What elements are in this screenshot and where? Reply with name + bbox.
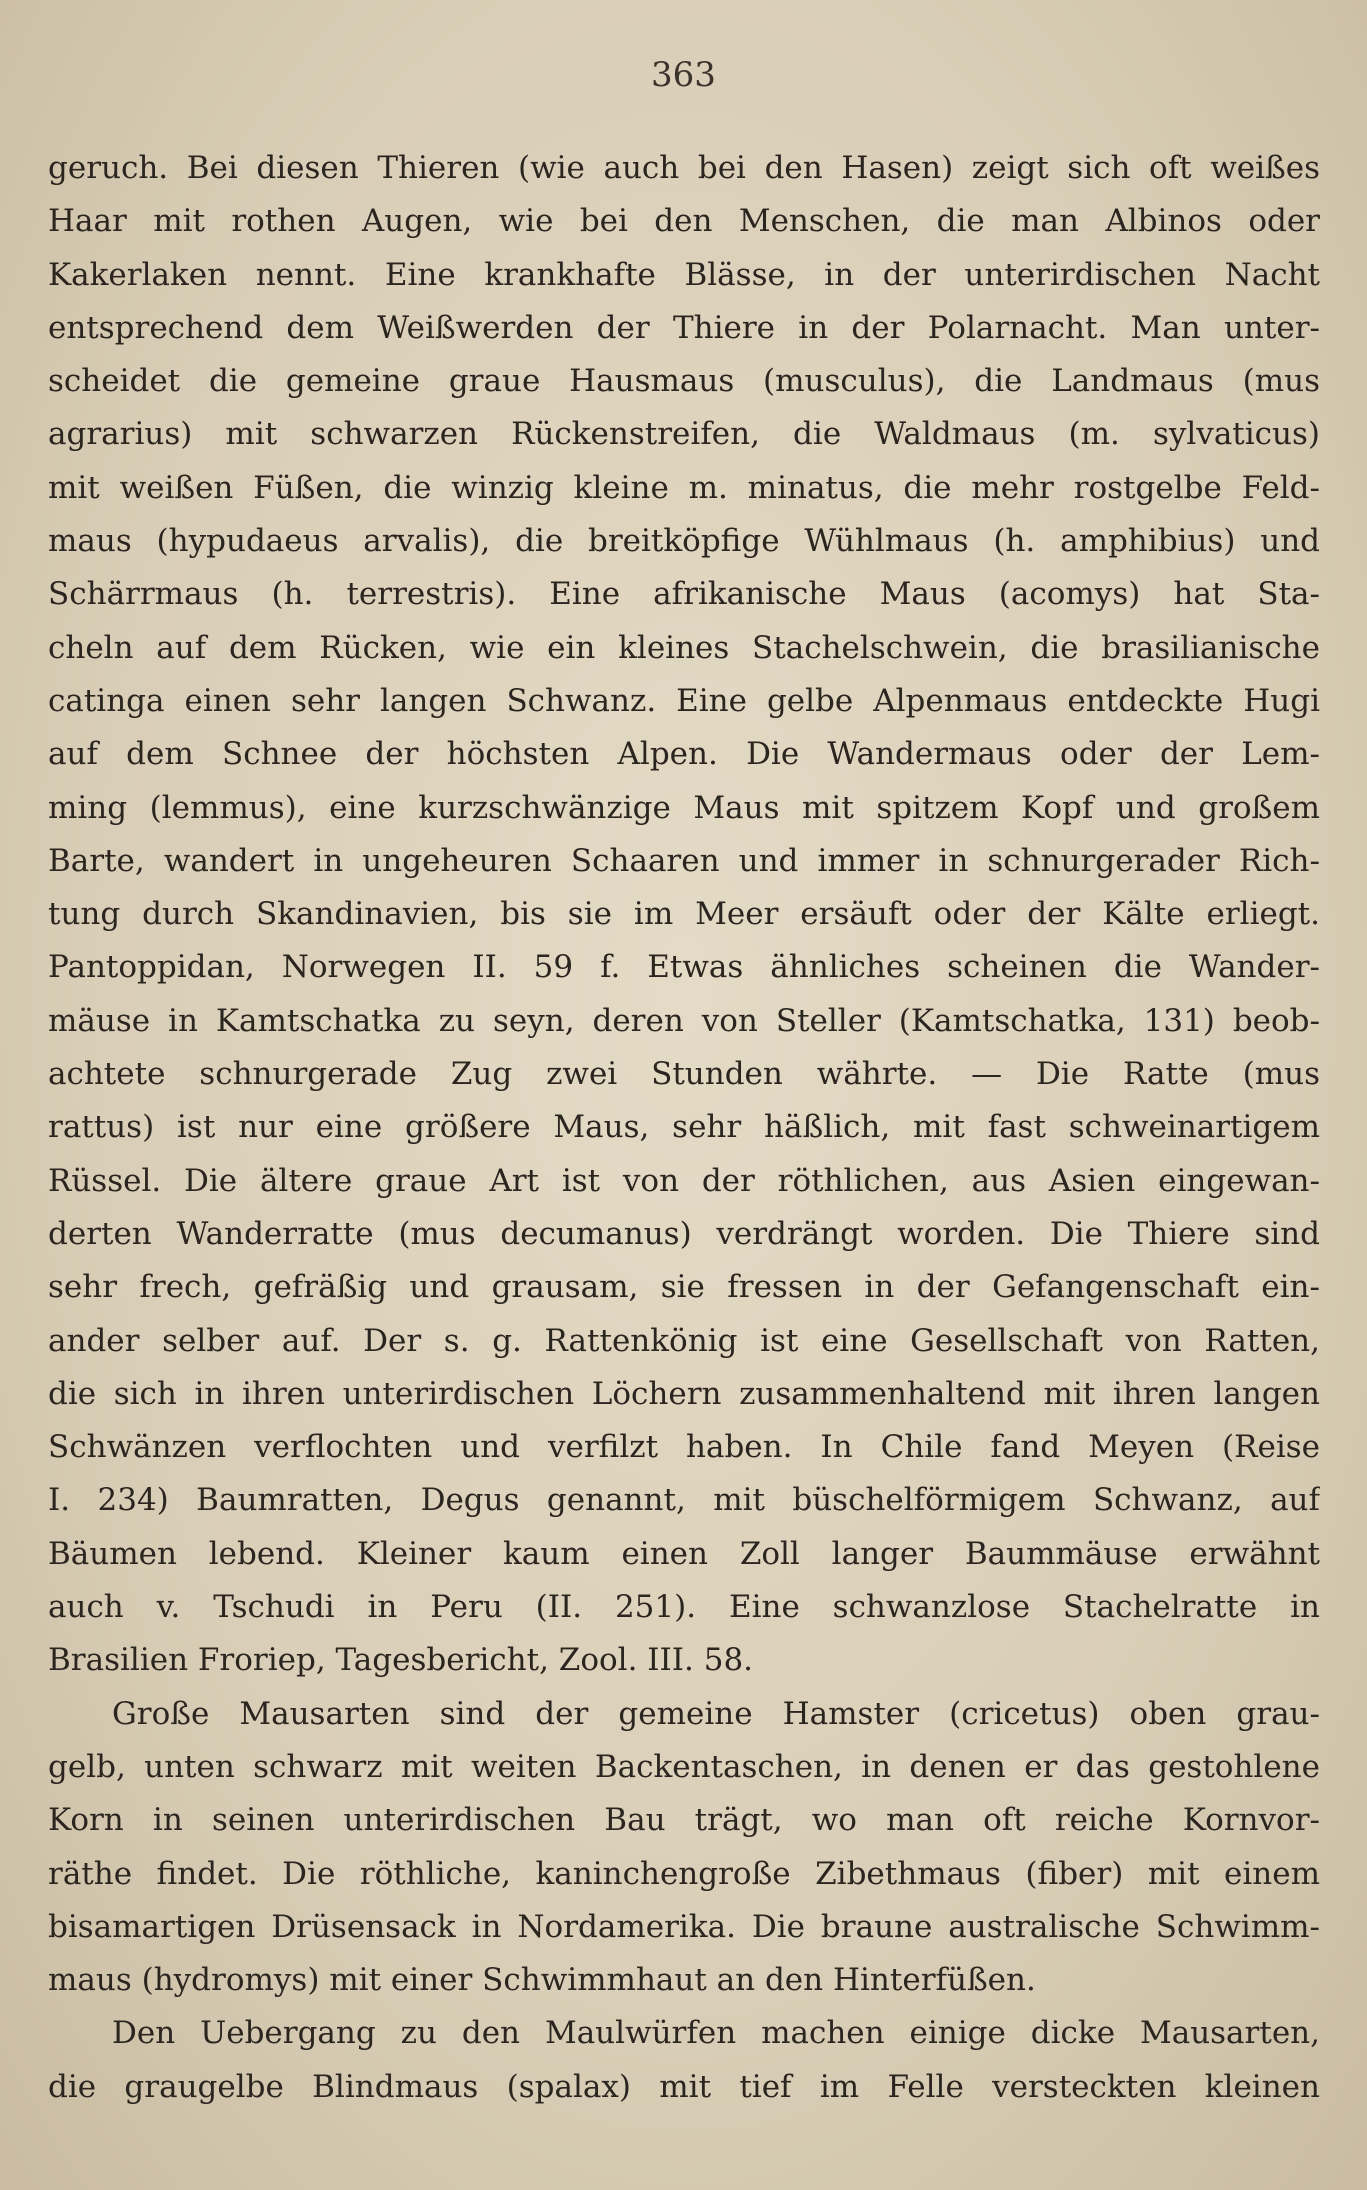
text-line: Schwänzen verflochten und verfilzt haben. In Chile fand Meyen (Reise: [48, 1429, 1320, 1466]
text-line: tung durch Skandinavien, bis sie im Meer ersäuft oder der Kälte erliegt.: [48, 896, 1320, 933]
text-line: Rüssel. Die ältere graue Art ist von der röthlichen, aus Asien eingewan-: [48, 1162, 1320, 1199]
text-line: die graugelbe Blindmaus (spalax) mit tief im Felle versteckten kleinen: [48, 2068, 1320, 2105]
text-line: auf dem Schnee der höchsten Alpen. Die Wandermaus oder der Lem-: [48, 736, 1320, 773]
page-number: 363: [651, 55, 716, 95]
text-line: entsprechend dem Weißwerden der Thiere in der Polarnacht. Man unter-: [48, 309, 1320, 346]
text-line: Kakerlaken nennt. Eine krankhafte Blässe, in der unterirdischen Nacht: [48, 256, 1320, 293]
body-text: [48, 142, 1320, 2114]
text-line: Bäumen lebend. Kleiner kaum einen Zoll langer Baummäuse erwähnt: [48, 1535, 1320, 1572]
text-line: derten Wanderratte (mus decumanus) verdrängt worden. Die Thiere sind: [48, 1215, 1320, 1252]
text-line: Barte, wandert in ungeheuren Schaaren und immer in schnurgerader Rich-: [48, 842, 1320, 879]
text-line: catinga einen sehr langen Schwanz. Eine gelbe Alpenmaus entdeckte Hugi: [48, 682, 1320, 719]
text-line: Haar mit rothen Augen, wie bei den Menschen, die man Albinos oder: [48, 203, 1320, 240]
text-line: agrarius) mit schwarzen Rückenstreifen, die Waldmaus (m. sylvaticus): [48, 416, 1320, 453]
text-line: maus (hydromys) mit einer Schwimmhaut an den Hinterfüßen.: [48, 1962, 1036, 1999]
text-line: Schärrmaus (h. terrestris). Eine afrikanische Maus (acomys) hat Sta-: [48, 576, 1320, 613]
text-line: Pantoppidan, Norwegen II. 59 f. Etwas ähnliches scheinen die Wander-: [48, 949, 1320, 986]
text-line: mit weißen Füßen, die winzig kleine m. minatus, die mehr rostgelbe Feld-: [48, 469, 1320, 506]
text-line: sehr frech, gefräßig und grausam, sie fressen in der Gefangenschaft ein-: [48, 1269, 1320, 1306]
text-line: geruch. Bei diesen Thieren (wie auch bei den Hasen) zeigt sich oft weißes: [48, 150, 1320, 186]
text-line: ming (lemmus), eine kurzschwänzige Maus mit spitzem Kopf und großem: [48, 789, 1320, 826]
text-line: mäuse in Kamtschatka zu seyn, deren von Steller (Kamtschatka, 131) beob-: [48, 1002, 1320, 1039]
text-line: Brasilien Froriep, Tagesbericht, Zool. III. 58.: [48, 1642, 754, 1679]
text-line: bisamartigen Drüsensack in Nordamerika. Die braune australische Schwimm-: [48, 1908, 1320, 1945]
text-line: I. 234) Baumratten, Degus genannt, mit büschelförmigem Schwanz, auf: [48, 1482, 1320, 1519]
text-line: scheidet die gemeine graue Hausmaus (musculus), die Landmaus (mus: [48, 363, 1320, 400]
text-line: die sich in ihren unterirdischen Löchern zusammenhaltend mit ihren langen: [48, 1375, 1320, 1412]
text-line: Große Mausarten sind der gemeine Hamster (cricetus) oben grau-: [112, 1695, 1320, 1732]
text-line: auch v. Tschudi in Peru (II. 251). Eine schwanzlose Stachelratte in: [48, 1589, 1320, 1626]
text-line: cheln auf dem Rücken, wie ein kleines Stachelschwein, die brasilianische: [48, 629, 1320, 666]
text-line: räthe findet. Die röthliche, kaninchengroße Zibethmaus (fiber) mit einem: [48, 1855, 1320, 1892]
text-line: Korn in seinen unterirdischen Bau trägt, wo man oft reiche Kornvor-: [48, 1802, 1320, 1839]
text-line: rattus) ist nur eine größere Maus, sehr häßlich, mit fast schweinartigem: [48, 1109, 1320, 1146]
text-line: ander selber auf. Der s. g. Rattenkönig ist eine Gesellschaft von Ratten,: [48, 1322, 1320, 1359]
text-line: gelb, unten schwarz mit weiten Backentaschen, in denen er das gestohlene: [48, 1748, 1320, 1785]
text-line: maus (hypudaeus arvalis), die breitköpfige Wühlmaus (h. amphibius) und: [48, 523, 1320, 560]
text-line: Den Uebergang zu den Maulwürfen machen einige dicke Mausarten,: [112, 2015, 1320, 2052]
text-line: achtete schnurgerade Zug zwei Stunden währte. — Die Ratte (mus: [48, 1056, 1320, 1093]
